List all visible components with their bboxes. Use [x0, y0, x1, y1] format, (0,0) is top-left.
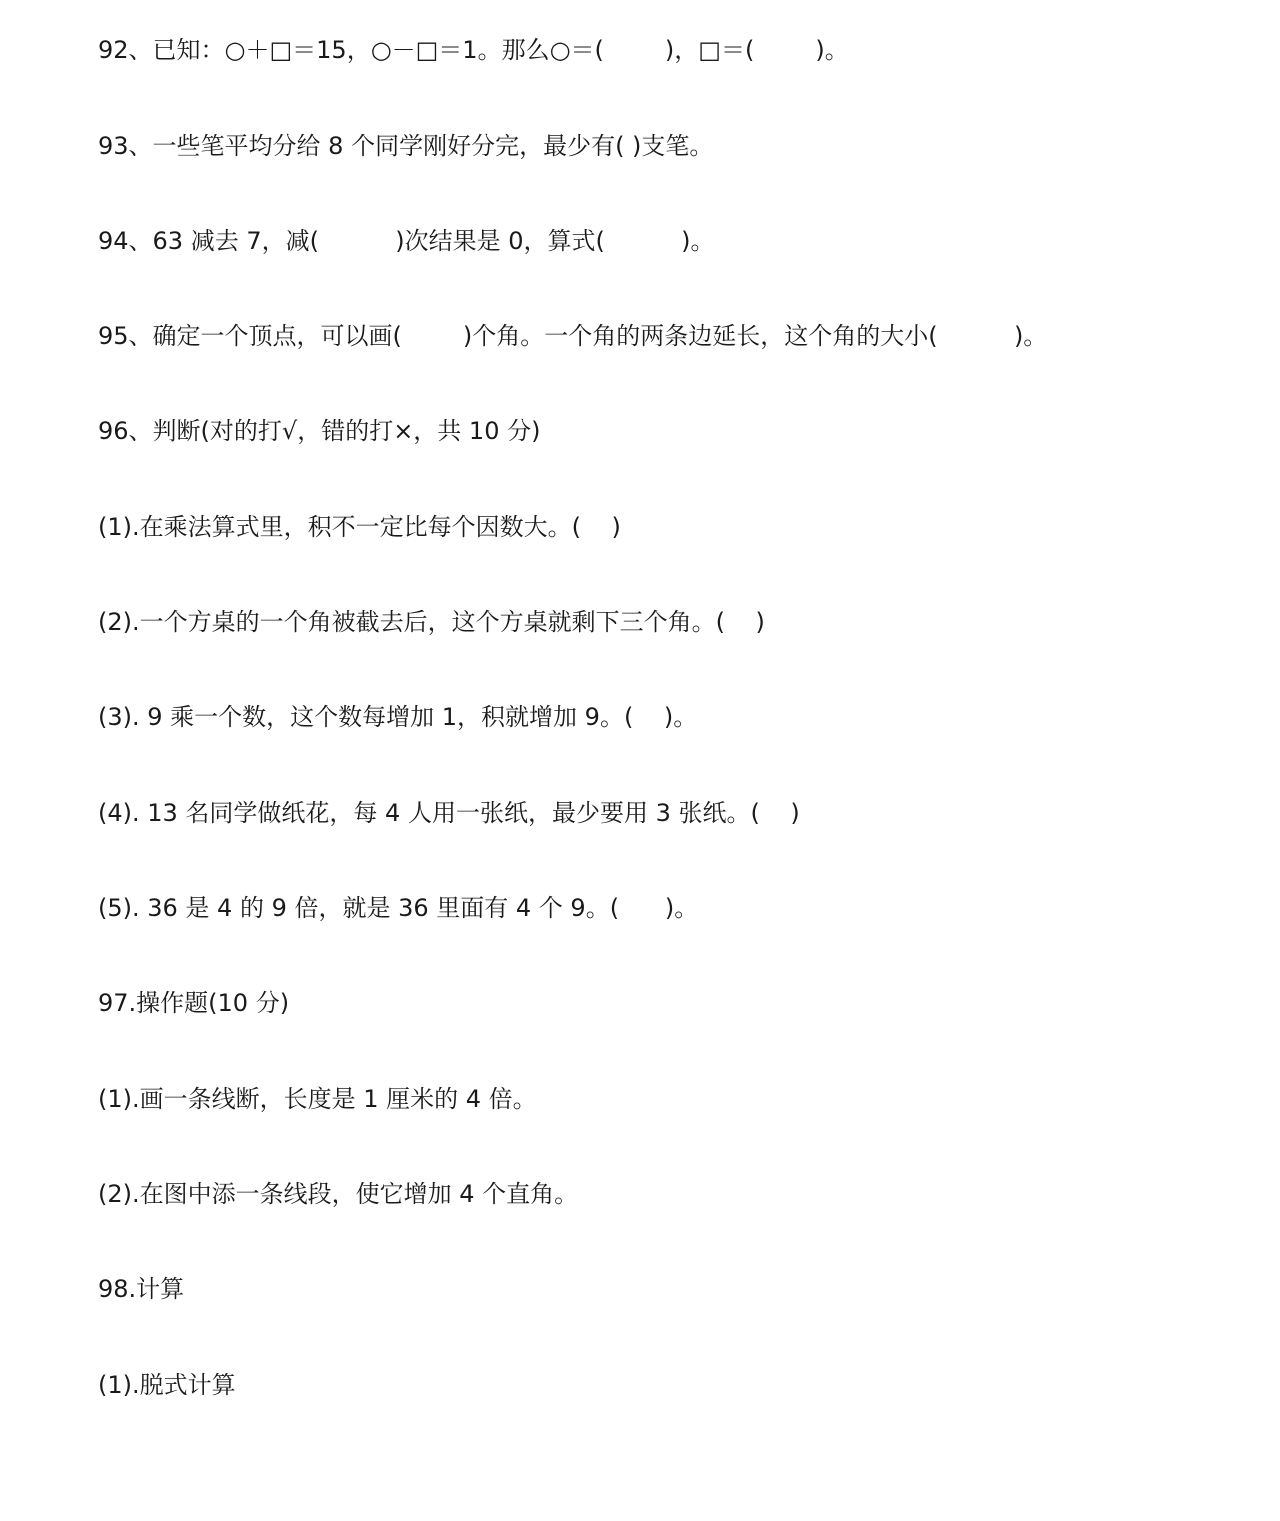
judge-item-3: (3). 9 乘一个数，这个数每增加 1，积就增加 9。( )。: [98, 703, 698, 731]
section-97-heading: 97.操作题(10 分): [98, 989, 290, 1017]
question-94: 94、63 减去 7，减( )次结果是 0，算式( )。: [98, 227, 715, 255]
judge-item-2: (2).一个方桌的一个角被截去后，这个方桌就剩下三个角。( ): [98, 608, 765, 636]
section-98-heading: 98.计算: [98, 1275, 185, 1303]
section-96-heading: 96、判断(对的打√，错的打×，共 10 分): [98, 417, 541, 445]
question-93: 93、一些笔平均分给 8 个同学刚好分完，最少有( )支笔。: [98, 132, 714, 160]
judge-item-1: (1).在乘法算式里，积不一定比每个因数大。( ): [98, 513, 621, 541]
question-92: 92、已知：○＋□＝15，○－□＝1。那么○＝( )，□＝( )。: [98, 36, 849, 64]
operation-item-1: (1).画一条线断，长度是 1 厘米的 4 倍。: [98, 1085, 537, 1113]
operation-item-2: (2).在图中添一条线段，使它增加 4 个直角。: [98, 1180, 579, 1208]
judge-item-5: (5). 36 是 4 的 9 倍，就是 36 里面有 4 个 9。( )。: [98, 894, 699, 922]
calc-item-1: (1).脱式计算: [98, 1371, 236, 1399]
question-95: 95、确定一个顶点，可以画( )个角。一个角的两条边延长，这个角的大小( )。: [98, 322, 1048, 350]
judge-item-4: (4). 13 名同学做纸花，每 4 人用一张纸，最少要用 3 张纸。( ): [98, 799, 800, 827]
